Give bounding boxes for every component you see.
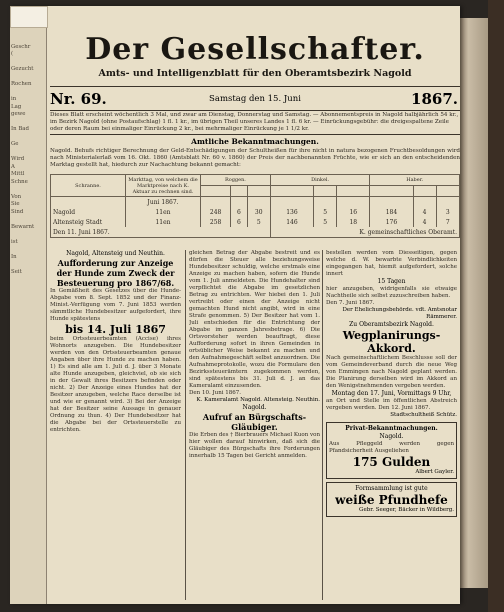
book-spine	[488, 0, 504, 612]
col2-body: gleichen Betrag der Abgabe bestreit und es dürfen die Steuer alle beziehungsweise Hundebesitzer schuldig, welche erstmals eine Anzeige zu machen haben, sofern die Hunde vom 1. Juli anmeldeten. Die Hundehalter sind verpflichtet die Abgabe im gesetzlichen Betrag zu entrichten. Wer hiebei den 1. Juli vertreibt oder einen der Anzeige nicht gemachten Hund nicht angibt, wird in eine Strafe genommen. 5) Der Besitzer hat vom 1. Juli entschieden für die Entrichtung der Abgabe im ganzen Jahresbetrage. 6) Die Ortsvorsteher werden beauftragt, diese Aufforderung sofort in ihren Gemeinden in ortsüblicher Weise bekannt zu machen und den Aufnahmegeschäft selbst anzuordnen. Die Aufnahmeprotokolle, wozu die Formulare den Bezirkssteuerämtern zugekommen werden, sind spätestens bis 31. Juli d. J. an das Kameralamt einzusenden.	[189, 250, 320, 389]
prev-col-fragment	[10, 284, 46, 292]
price-month: Juni 1867.	[126, 197, 201, 208]
prev-col-fragment: A	[11, 163, 15, 170]
prev-col-fragment	[10, 134, 46, 142]
prev-col-fragment	[10, 29, 46, 37]
archive-sticker	[10, 6, 48, 28]
col3-top: bestellen werden vom Diesseitigen, gegen welche d. W. bewarbte Verbindlichkeiten eingegangen hat, hiemit aufgefordert, solche innert	[326, 250, 457, 277]
column-2	[189, 250, 320, 602]
rule-info	[50, 110, 460, 111]
bakery-ad-box	[326, 482, 457, 517]
col3-top2: hier anzugeben, widrigenfalls sie etwaige Nachtheile sich selbst zuzuschreiben haben.	[326, 286, 457, 299]
prev-col-fragment: Rochen	[11, 81, 32, 87]
col1-body2: beim Ortssteuerbeamten (Accise) ihres Wohnorts anzugeben. Die Hundebesitzer werden von den Ortssteuerbeamten genaue Angaben über ihre Hunde zu machen haben. 1) Es sind alle am 1. Juli d. J. über 3 Monate alte Hunde anzugeben, gleichviel, ob sie sich in der Gewalt ihres Besitzers befinden oder nicht. 2) Der Anzeige eines Hundes hat der Besitzer anzugeben, welche Race derselbe ist und wie er genannt wird. 3) Bei der Anzeige hat der Besitzer seine Aussage in genauer Ordnung zu thun. 4) Der Hundebesitzer hat die Abgabe bei der Ortssteuerstelle zu entrichten.	[50, 336, 181, 433]
prev-col-fragment	[10, 74, 46, 82]
newspaper-page	[10, 6, 460, 604]
prev-col-fragment	[10, 59, 46, 67]
rule-amtlich	[50, 134, 460, 135]
prev-col-fragment	[10, 119, 46, 127]
prev-col-fragment: Wird	[11, 156, 25, 162]
col3-date2: Montag den 17. Juni, Vormittags 9 Uhr,	[331, 390, 452, 397]
private-amount: 175 Gulden	[352, 455, 431, 469]
amtliche-heading: Amtliche Bekanntmachungen.	[191, 137, 319, 146]
col3-title: Wegplanirungs-Akkord.	[342, 329, 441, 355]
private-heading: Privat-Bekanntmachungen.	[345, 425, 438, 432]
prev-col-fragment	[10, 246, 46, 254]
prev-col-fragment: Geschr	[11, 43, 31, 50]
th-haber: Haber.	[370, 175, 460, 186]
table-footer-date: Den 11. Juni 1867.	[51, 227, 271, 238]
col2-date: Den 10. Juni 1867.	[189, 390, 241, 396]
prev-col-fragment: Von	[11, 193, 22, 200]
prev-col-fragment	[10, 89, 46, 97]
prev-col-fragment	[10, 216, 46, 224]
prev-col-fragment: Mittl	[11, 171, 25, 177]
issue-row	[50, 90, 460, 110]
prev-col-fragment: Schne	[11, 178, 28, 185]
th-schranne: Schranne.	[51, 175, 126, 197]
prev-col-fragment: In	[11, 253, 17, 260]
private-ad-box	[326, 422, 457, 479]
col1-deadline: bis 14. Juli 1867	[65, 323, 166, 336]
masthead-subtitle: Amts- und Intelligenzblatt für den Oberamtsbezirk Nagold	[98, 68, 412, 79]
col2-place2: Nagold.	[242, 404, 267, 411]
prev-col-fragment	[10, 36, 46, 44]
col3-body: Nach gemeinschaftlichem Beschlusse soll der vom Gemeindeverband durch die neue Weg von Emmingen nach Nagold geplant werden. Die Planirung derselben wird im Akkord an den Wenigstnehmenden vergeben werden.	[326, 355, 457, 389]
prev-col-fragment: Lag	[11, 103, 22, 110]
col3-body2: an Ort und Stelle im öffentlichen Abstreich vergeben werden. Den 12. Juni 1867.	[326, 398, 457, 411]
col3-sig1: Der Ehelichungsbehörde. vdt. Amtsnotar Rämmerer.	[342, 307, 457, 320]
prev-col-fragment	[10, 231, 46, 239]
prev-col-fragment: (	[11, 51, 14, 57]
prev-col-fragment: in	[11, 96, 17, 102]
bakery-text: Formsammlung ist gute	[355, 485, 428, 492]
issue-number: Nr. 69.	[50, 90, 107, 108]
col1-body: In Gemäßheit des Gesetzes über die Hunde-Abgabe vom 8. Sept. 1852 und der Finanz-Minist.-Verfügung vom 7. Juni 1853 werden sämmtliche Hundebesitzer aufgefordert, ihre Hunde spätestens	[50, 288, 181, 322]
price-table	[50, 174, 460, 238]
col2-body3: Die Erben des † Bierbrauers Michael Kuon von hier wollen darauf hinwirken, daß sich die Gläubiger des Bürgschafts ihre Forderungen innerhalb 15 Tagen bei Gericht anmelden.	[189, 432, 320, 459]
private-text: Aus Pfleggeld werden gegen Pfandsicherheit Ausgeliehen	[329, 441, 454, 454]
previous-page-column	[10, 6, 47, 604]
private-place: Nagold.	[379, 433, 404, 440]
prev-col-fragment: Sie	[11, 201, 20, 207]
prev-col-fragment: In Bad	[11, 126, 29, 132]
column-1	[50, 250, 181, 602]
th-markttag: Markttag, von welchem die Marktpreise nach K. Aktuar zu rechnen sind.	[126, 175, 201, 197]
col3-date1: Den 7. Juni 1867.	[326, 300, 375, 306]
prev-col-fragment: Gezucht	[11, 66, 34, 72]
col2-signature: K. Kameralamt Nagold. Altensteig. Neuthin.	[196, 397, 320, 403]
prev-col-fragment	[10, 276, 46, 284]
col3-place: Zu Oberamtsbezirk Nagold.	[349, 321, 434, 328]
column-3	[326, 250, 457, 602]
column-divider	[322, 250, 323, 600]
prev-col-fragment	[10, 186, 46, 194]
prev-col-fragment: ist	[11, 238, 18, 245]
prev-col-fragment: Bewarnt	[11, 223, 35, 230]
masthead-title: Der Gesellschafter.	[85, 32, 425, 67]
prev-col-fragment	[10, 261, 46, 269]
book-edge	[460, 18, 488, 588]
col1-title: Aufforderung zur Anzeige der Hunde zum Zweck der Besteuerung pro 1867/68.	[56, 258, 175, 288]
private-signature: Albert Gayler.	[415, 469, 454, 475]
issue-year: 1867.	[411, 90, 458, 108]
prev-col-fragment: gewe	[11, 111, 26, 117]
column-divider	[185, 250, 186, 600]
col3-sig2: Stadtschultheiß Schütz.	[390, 412, 457, 418]
prev-col-fragment: Ge	[11, 141, 19, 147]
main-page	[50, 6, 460, 604]
issue-date: Samstag den 15. Juni	[209, 94, 301, 104]
prev-col-fragment: Sind	[11, 208, 24, 215]
table-row: Altensteig Stadt 11en 258 6 5 146 5 18 176 4 7	[51, 217, 460, 227]
subscription-info: Dieses Blatt erscheint wöchentlich 3 Mal, und zwar am Dienstag, Donnerstag und Samstag. — Abonnementspreis in Nagold halbjährlich 54 kr., im Bezirk Nagold (ohne Postaufschlag) 1 fl. 1 kr., im übrigen Theil unseres Landes 1 fl. 6 kr. — Einrückungsgebühr: die dreigespaltene Zeile oder deren Raum bei einmaliger Einrückung 2 kr., bei mehrmaliger Einrückung je 1 1/2 kr.	[50, 112, 459, 132]
rule-top	[50, 86, 460, 87]
th-roggen: Roggen.	[201, 175, 271, 186]
table-footer-sig: K. gemeinschaftliches Oberamt.	[270, 227, 459, 238]
nagold-paragraph: Nagold. Behufs richtiger Berechnung der Geld-Entschädigungen der Schultheißen für ihre nicht in natura bezogenen Fruchtbesoldungen wird nach Ministerialerlaß vom 16. Okt. 1860 (Amtsblatt Nr. 60 v. 1860) der Preis der nachbenannten Früchte, wie er sich an den entscheidenden Marktag gestellt hat, hiedurch zur Nachachtung bekannt gemacht:	[50, 148, 460, 169]
col1-place: Nagold, Altensteig und Neuthin.	[66, 250, 165, 257]
bakery-product: weiße Pfundhefe	[335, 493, 448, 507]
prev-col-fragment: Seit	[11, 268, 22, 275]
prev-col-fragment	[10, 149, 46, 157]
col2-title2: Aufruf an Bürgschafts-Gläubiger.	[202, 412, 307, 432]
col3-tage: 15 Tagen	[377, 278, 406, 285]
bakery-signature: Gebr. Seeger, Bäcker in Wildberg.	[359, 507, 454, 513]
th-dinkel: Dinkel.	[270, 175, 369, 186]
table-row: Nagold 11en 248 6 30 136 5 16 184 4 3	[51, 207, 460, 217]
